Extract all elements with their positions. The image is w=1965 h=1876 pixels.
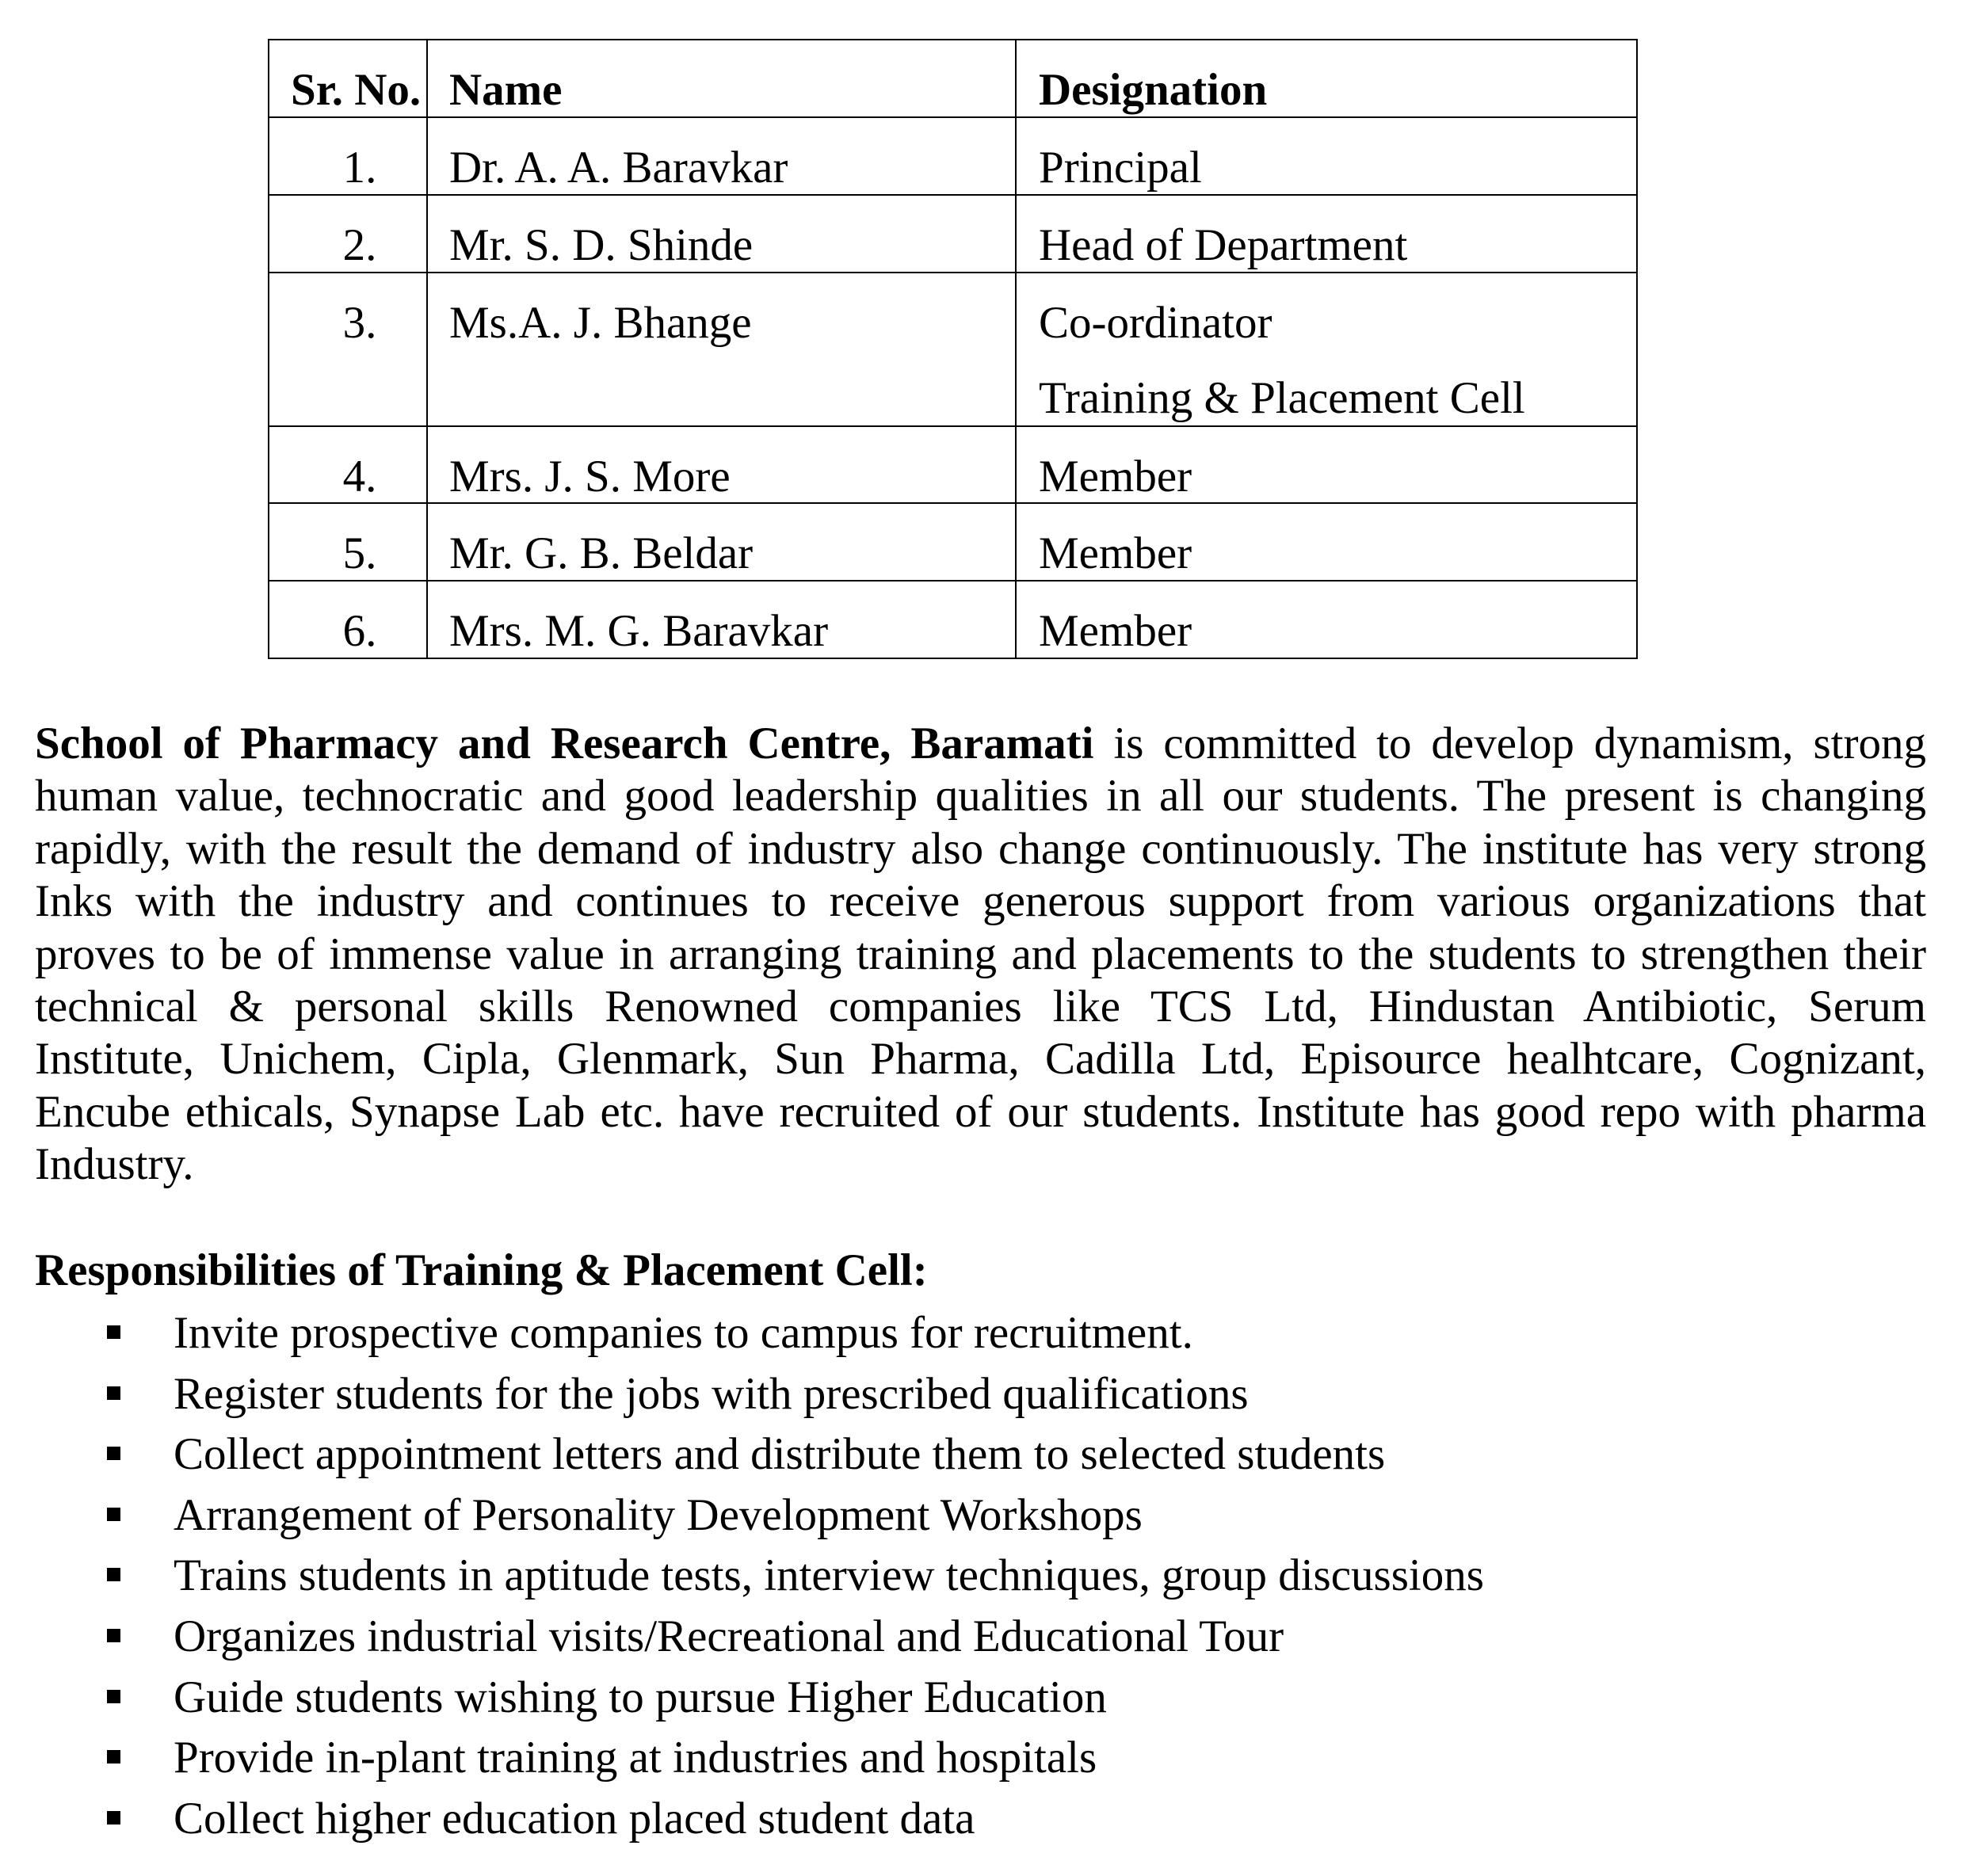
table-row — [269, 503, 1637, 581]
list-item — [0, 1789, 1484, 1850]
list-item — [0, 1364, 1484, 1425]
list-item-text: Arrangement of Personality Development Workshops — [174, 1489, 1143, 1540]
list-item-text: Collect higher education placed student data — [174, 1793, 975, 1844]
list-item-text: Invite prospective companies to campus for recruitment. — [174, 1308, 1193, 1358]
sr-no-cell: 6. — [342, 606, 377, 656]
list-item — [0, 1303, 1484, 1364]
list-item-text: Collect appointment letters and distribute them to selected students — [174, 1429, 1386, 1480]
committee-table — [268, 39, 1638, 659]
intro-line-text: Inks with the industry and continues to receive generous support from various organizations that — [35, 876, 1926, 927]
intro-line — [35, 928, 1926, 981]
table-row — [269, 117, 1637, 195]
intro-line-text: human value, technocratic and good leadership qualities in all our students. The present is changing — [35, 771, 1926, 822]
sr-no-cell: 2. — [342, 219, 377, 270]
intro-line — [35, 770, 1926, 822]
designation-cell: Member — [1039, 606, 1192, 656]
header-sr-no: Sr. No. — [291, 65, 422, 115]
designation-cell: Principal — [1039, 143, 1202, 193]
intro-line-text: Institute, Unichem, Cipla, Glenmark, Sun Pharma, Cadilla Ltd, Episource healhtcare, Cognizant, — [35, 1034, 1926, 1085]
responsibilities-list — [0, 1303, 1484, 1849]
intro-line — [35, 981, 1926, 1033]
designation-cell: Head of Department — [1039, 219, 1408, 270]
list-item — [0, 1424, 1484, 1485]
intro-line-text: is committed to develop dynamism, strong — [1093, 719, 1926, 768]
table-row — [269, 426, 1637, 504]
intro-line-text: rapidly, with the result the demand of industry also change continuously. The institute has very strong — [35, 823, 1926, 874]
intro-line — [35, 718, 1926, 770]
square-bullet-icon — [107, 1811, 120, 1825]
designation-line-2: Training & Placement Cell — [1039, 373, 1525, 423]
square-bullet-icon — [107, 1629, 120, 1642]
list-item — [0, 1485, 1484, 1546]
list-item — [0, 1546, 1484, 1607]
intro-line — [35, 875, 1926, 928]
name-cell: Ms.A. J. Bhange — [449, 297, 752, 348]
intro-line-text: Encube ethicals, Synapse Lab etc. have recruited of our students. Institute has good repo with pharma — [35, 1086, 1926, 1137]
square-bullet-icon — [107, 1508, 120, 1521]
list-item-text: Provide in-plant training at industries and hospitals — [174, 1733, 1097, 1783]
sr-no-cell: 3. — [342, 297, 377, 348]
list-item — [0, 1668, 1484, 1729]
name-cell: Mrs. J. S. More — [449, 451, 731, 501]
header-designation: Designation — [1039, 65, 1268, 115]
list-item — [0, 1728, 1484, 1789]
designation-cell: Member — [1039, 528, 1192, 578]
intro-line — [35, 1086, 1926, 1138]
intro-line — [35, 1138, 1926, 1191]
sr-no-cell: 1. — [342, 143, 377, 193]
list-item-text: Guide students wishing to pursue Higher Education — [174, 1672, 1107, 1722]
designation-cell: Member — [1039, 451, 1192, 501]
intro-line-text: proves to be of immense value in arranging training and placements to the students to strengthen their — [35, 928, 1926, 979]
designation-line-1: Co-ordinator — [1039, 297, 1272, 348]
square-bullet-icon — [107, 1386, 120, 1400]
square-bullet-icon — [107, 1750, 120, 1764]
name-cell: Mr. G. B. Beldar — [449, 528, 754, 578]
list-item-text: Organizes industrial visits/Recreational and Educational Tour — [174, 1611, 1284, 1661]
square-bullet-icon — [107, 1568, 120, 1581]
header-name: Name — [449, 65, 563, 115]
designation-cell — [1017, 273, 1636, 425]
table-row — [269, 581, 1637, 658]
list-item-text: Register students for the jobs with prescribed qualifications — [174, 1368, 1249, 1419]
list-item — [0, 1607, 1484, 1668]
table-header-row — [269, 40, 1637, 117]
sr-no-cell: 4. — [342, 451, 377, 501]
name-cell: Dr. A. A. Baravkar — [449, 143, 788, 193]
square-bullet-icon — [107, 1447, 120, 1460]
square-bullet-icon — [107, 1690, 120, 1703]
square-bullet-icon — [107, 1325, 120, 1339]
sr-no-cell: 5. — [342, 528, 377, 578]
table-row — [269, 273, 1637, 426]
intro-paragraph — [35, 718, 1926, 1192]
responsibilities-heading: Responsibilities of Training & Placement Cell: — [35, 1245, 928, 1295]
intro-line — [35, 823, 1926, 875]
intro-line-text: technical & personal skills Renowned companies like TCS Ltd, Hindustan Antibiotic, Serum — [35, 981, 1926, 1031]
intro-line-text: Industry. — [35, 1139, 194, 1190]
name-cell: Mr. S. D. Shinde — [449, 219, 754, 270]
list-item-text: Trains students in aptitude tests, interview techniques, group discussions — [174, 1550, 1484, 1601]
table-row — [269, 195, 1637, 273]
name-cell: Mrs. M. G. Baravkar — [449, 606, 829, 656]
intro-line — [35, 1033, 1926, 1085]
institute-name: School of Pharmacy and Research Centre, Baramati — [35, 719, 1094, 768]
